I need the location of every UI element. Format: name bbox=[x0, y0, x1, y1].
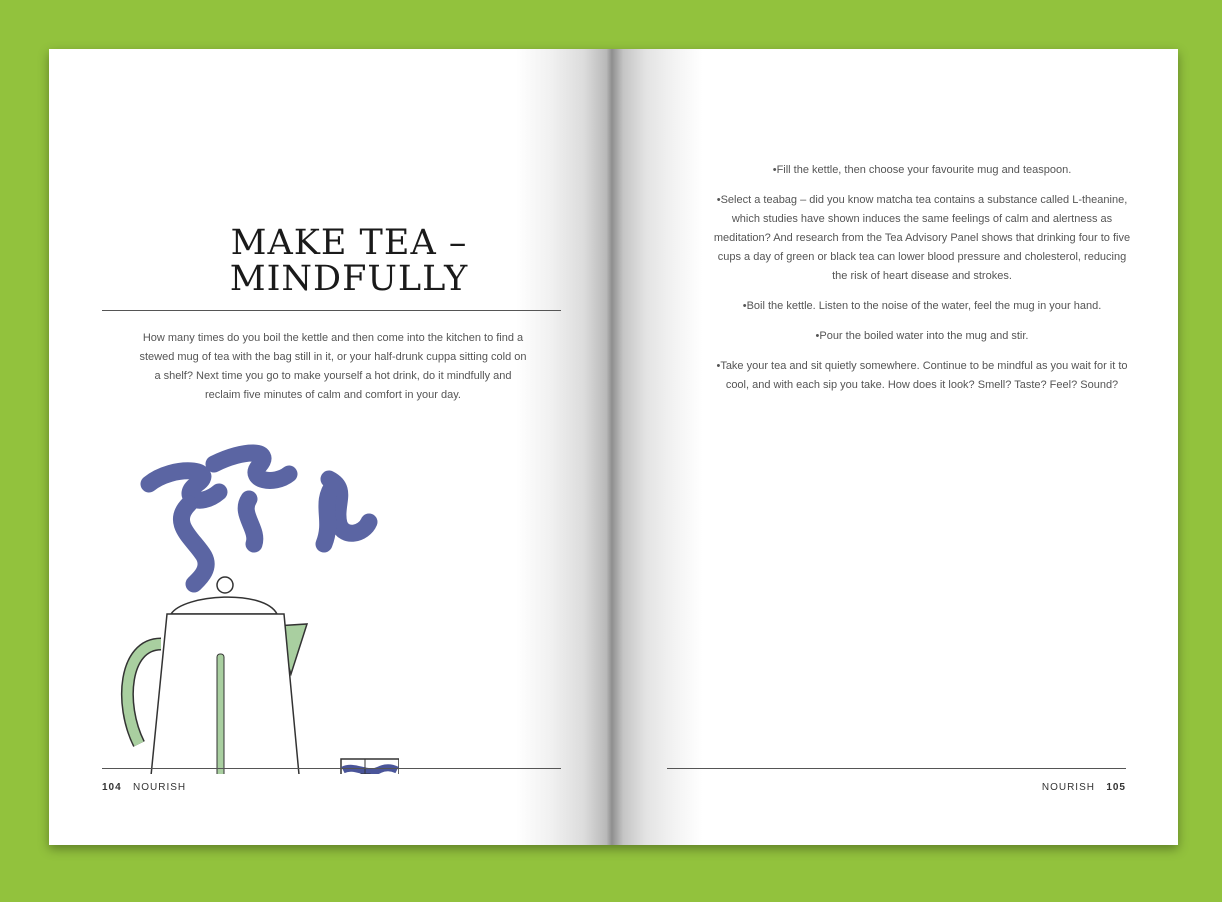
title-line-2: MINDFULLY bbox=[229, 259, 469, 299]
kettle-illustration bbox=[79, 444, 399, 774]
page-number: 104 bbox=[102, 782, 122, 793]
left-page bbox=[49, 49, 612, 845]
right-page bbox=[612, 49, 1178, 845]
footer-rule bbox=[102, 768, 561, 769]
section-name: NOURISH bbox=[1041, 782, 1095, 793]
page-folio-left bbox=[102, 782, 186, 793]
page-number: 105 bbox=[1106, 782, 1126, 793]
footer-rule bbox=[667, 768, 1126, 769]
list-item: • Select a teabag – did you know matcha tea contains a substance called L-theanine, which studies have shown induces the same feelings of calm and alertness as meditation? And research from the Tea Advisory Panel shows that drinking four to five cups a day of green or black tea can lower blood pressure and cholesterol, reducing the risk of heart disease and strokes. bbox=[712, 191, 1132, 286]
title-line-1: MAKE TEA – bbox=[230, 223, 468, 263]
title-rule bbox=[102, 310, 561, 311]
intro-paragraph: How many times do you boil the kettle and then come into the kitchen to find a stewed mug of tea with the bag still in it, or your half-drunk cuppa sitting cold on a shelf? Next time you go to make yourself a hot drink, do it mindfully and reclaim five minutes of calm and comfort in your day. bbox=[139, 332, 527, 401]
list-item: • Fill the kettle, then choose your favourite mug and teaspoon. bbox=[712, 161, 1132, 180]
list-item: • Take your tea and sit quietly somewhere. Continue to be mindful as you wait for it to cool, and with each sip you take. How does it look? Smell? Taste? Feel? Sound? bbox=[712, 357, 1132, 395]
book-spread bbox=[49, 49, 1178, 845]
list-item: • Boil the kettle. Listen to the noise of the water, feel the mug in your hand. bbox=[712, 297, 1132, 316]
page-folio-right bbox=[1042, 782, 1126, 793]
steam-swirls bbox=[149, 453, 369, 584]
section-name: NOURISH bbox=[133, 782, 187, 793]
mug-icon bbox=[341, 759, 399, 774]
steps-list bbox=[712, 161, 1132, 406]
page-title bbox=[139, 225, 559, 297]
list-item: • Pour the boiled water into the mug and stir. bbox=[712, 327, 1132, 346]
